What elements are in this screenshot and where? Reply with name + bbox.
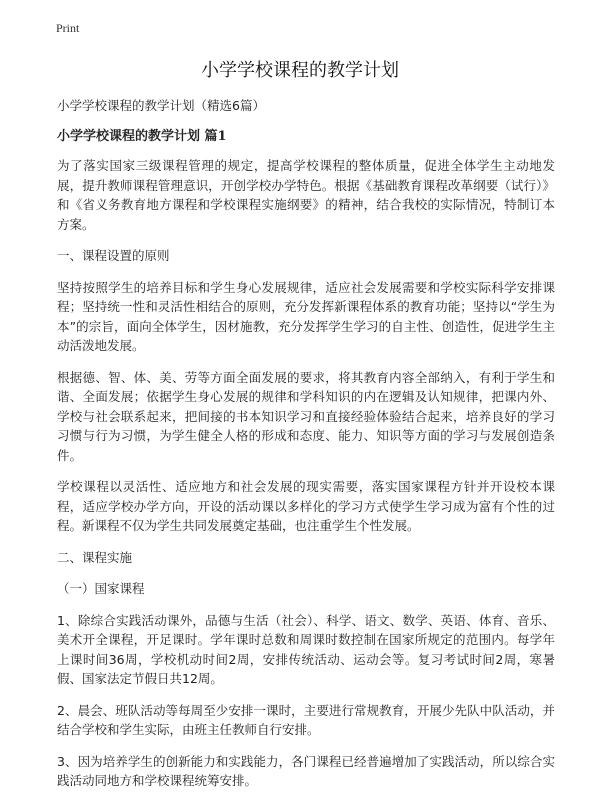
page-title: 小学学校课程的教学计划 — [201, 60, 399, 81]
print-label: Print — [56, 21, 80, 35]
paragraph-item-2: 2、晨会、班队活动等每周至少安排一课时，主要进行常规教育，开展少先队中队活动，并结合学校和学生实际，由班主任教师自行安排。 — [57, 702, 555, 737]
document-subtitle: 小学学校课程的教学计划（精选6篇） — [57, 98, 265, 113]
document-body — [57, 96, 555, 803]
heading-principles: 一、课程设置的原则 — [57, 248, 170, 263]
heading-national-curriculum: （一）国家课程 — [57, 581, 145, 596]
paragraph-principles-3: 学校课程以灵活性、适应地方和社会发展的现实需要，落实国家课程方针并开设校本课程，适应学校办学方向，开设的活动课以多样化的学习方式使学生学习成为富有个性的过程。新课程不仅为学生共同发展奠定基础，也注重学生个性发展。 — [57, 479, 555, 533]
paragraph-intro: 为了落实国家三级课程管理的规定，提高学校课程的整体质量，促进全体学生主动地发展，提升教师课程管理意识，开创学校办学特色。根据《基础教育课程改革纲要（试行）》和《省义务教育地方课程和学校课程实施纲要》的精神，结合我校的实际情况，特制订本方案。 — [57, 158, 555, 232]
paragraph-principles-1: 坚持按照学生的培养目标和学生身心发展规律，适应社会发展需要和学校实际科学安排课程；坚持统一性和灵活性相结合的原则，充分发挥新课程体系的教育功能；坚持以“学生为本”的宗旨，面向全体学生，因材施教，充分发挥学生学习的自主性、创造性，促进学生主动活泼地发展。 — [57, 279, 555, 353]
heading-implementation: 二、课程实施 — [57, 549, 133, 565]
paragraph-principles-2: 根据德、智、体、美、劳等方面全面发展的要求，将其教育内容全部纳入，有利于学生和谐、全面发展；依据学生身心发展的规律和学科知识的内在逻辑及认知规律，把课内外、学校与社会联系起来，把间接的书本知识学习和直接经验体验结合起来，培养良好的学习习惯与行为习惯，为学生健全人格的形成和态度、能力、知识等方面的学习与发展创造条件。 — [57, 369, 555, 463]
paragraph-item-1: 1、除综合实践活动课外，品德与生活（社会）、科学、语文、数学、英语、体育、音乐、美术开全课程，开足课时。学年课时总数和周课时数控制在国家所规定的范围内。每学年上课时间36周，学校机动时间2周，安排传统活动、运动会等。复习考试时间2周，寒暑假、国家法定节假日共12周。 — [57, 612, 555, 686]
paragraph-item-3: 3、因为培养学生的创新能力和实践能力，各门课程已经普遍增加了实践活动，所以综合实践活动同地方和学校课程统筹安排。 — [57, 753, 555, 788]
section-heading: 小学学校课程的教学计划 篇1 — [57, 128, 227, 144]
